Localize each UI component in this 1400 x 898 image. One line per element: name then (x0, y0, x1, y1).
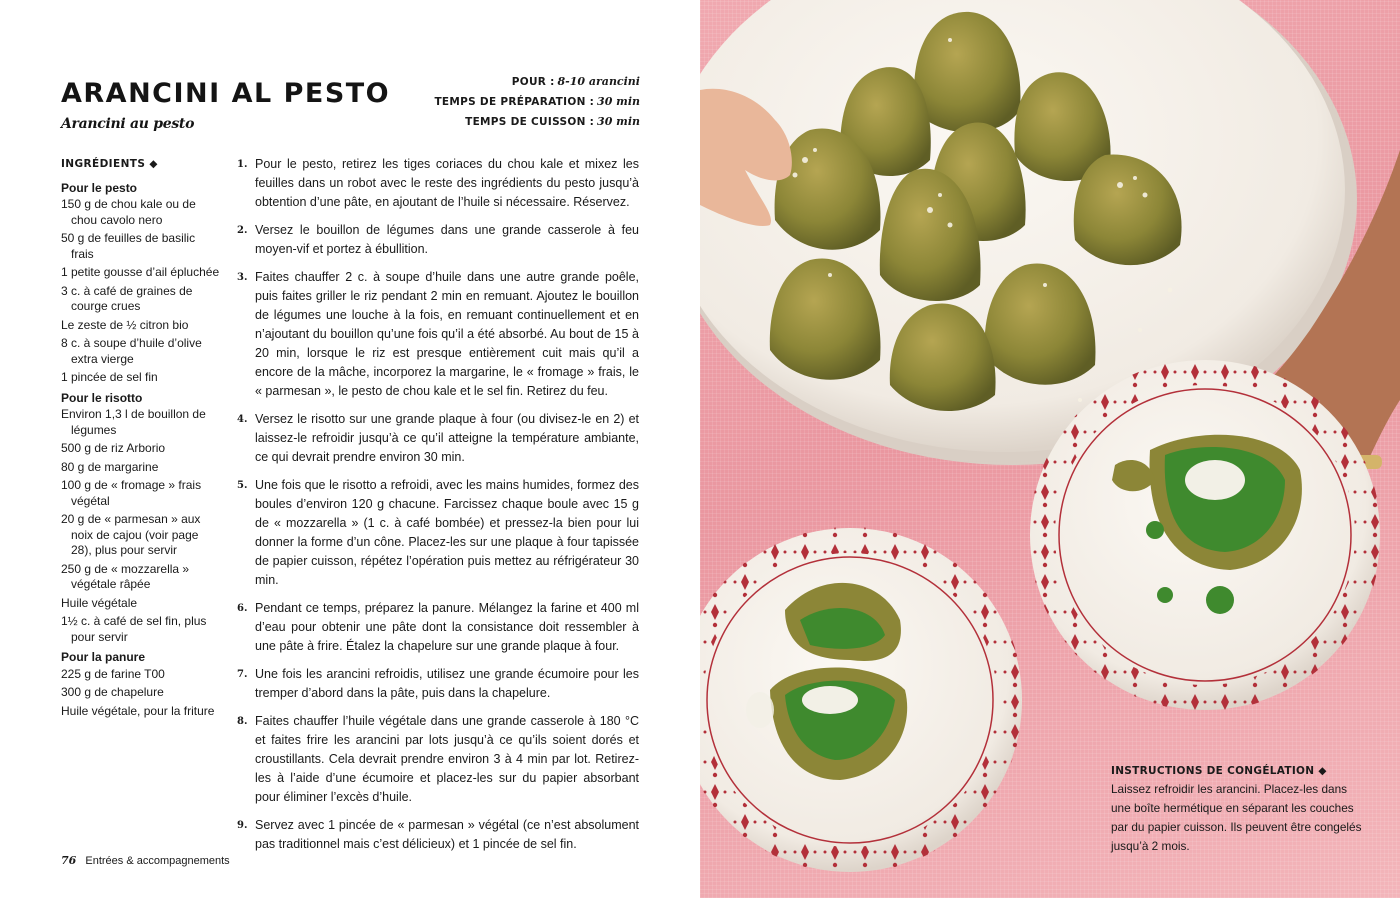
arancini-photo (700, 0, 1400, 898)
ingredient-item: 150 g de chou kale ou de chou cavolo nero (61, 197, 196, 227)
method-step (237, 712, 639, 807)
recipe-meta (380, 72, 640, 132)
page-number: 76 (61, 854, 77, 867)
meta-label: POUR : (511, 76, 555, 88)
ingredient-item: 500 g de riz Arborio (61, 441, 166, 455)
step-text: Faites chauffer 2 c. à soupe d’huile dans une autre grande poêle, puis faites griller le riz pendant 2 min en remuant. Ajoutez le bouillon de légumes une louche à la fois, en remuant continuellement et en n’ajoutant du bouillon qu’une fois qu’il a été absorbé. Au bout de 15 à 20 min, lorsque le riz est presque entièrement cuit mais qu’il a encore de la mâche, incorporez la margarine, le « fromage » frais, le « parmesan », le pesto de chou kale et le sel fin. Retirez du feu. (255, 270, 639, 398)
ingredient-item: Le zeste de ½ citron bio (61, 317, 189, 332)
cook-time (380, 112, 640, 132)
servings (380, 72, 640, 92)
ingredients-list (61, 157, 221, 722)
photo-page (700, 0, 1400, 898)
freezing-heading: INSTRUCTIONS DE CONGÉLATION ◆ (1111, 765, 1327, 777)
step-text: Faites chauffer l’huile végétale dans une grande casserole à 180 °C et faites frire les arancini par lots jusqu’à ce qu’ils soient dorés et croustillants. Cela devrait prendre environ 3 à 4 min par lot. Retirez-les à l’aide d’une écumoire et placez-les sur du papier absorbant pour éliminer l’excès d’huile. (255, 714, 639, 804)
ingredient-item: 80 g de margarine (61, 459, 159, 474)
ingredient-item: 8 c. à soupe d’huile d’olive extra vierge (61, 336, 202, 366)
step-text: Une fois les arancini refroidis, utilisez une grande écumoire pour les tremper d’abord dans la pâte, puis dans la chapelure. (255, 667, 639, 700)
ingredient-item: Huile végétale, pour la friture (61, 703, 215, 718)
step-number: 2. (237, 225, 248, 236)
meta-value: 30 min (597, 95, 640, 108)
ingredient-section-title: Pour la panure (61, 650, 146, 664)
method-step (237, 221, 639, 259)
ingredient-item: Environ 1,3 l de bouillon de légumes (61, 407, 206, 437)
meta-label: TEMPS DE CUISSON : (465, 116, 595, 128)
freezing-instructions (1111, 765, 1367, 856)
step-text: Versez le bouillon de légumes dans une grande casserole à feu moyen-vif et portez à ébullition. (255, 223, 639, 256)
step-number: 6. (237, 603, 248, 614)
step-text: Pour le pesto, retirez les tiges coriaces du chou kale et mixez les feuilles dans un robot avec le reste des ingrédients du pesto jusqu’à obtention d’une pâte, en ajoutant de l’huile si nécessaire. Réservez. (255, 157, 639, 209)
ingredient-section-title: Pour le pesto (61, 180, 138, 195)
step-number: 4. (237, 414, 248, 425)
method-steps (237, 155, 639, 863)
ingredient-item: 1½ c. à café de sel fin, plus pour servir (61, 614, 207, 644)
meta-label: TEMPS DE PRÉPARATION : (434, 96, 595, 108)
ingredient-item: 250 g de « mozzarella » végétale râpée (61, 561, 190, 591)
page-footer (61, 854, 230, 867)
meta-value: 8-10 arancini (557, 75, 640, 88)
method-step (237, 410, 639, 467)
ingredient-item: 1 petite gousse d’ail épluchée (61, 265, 220, 279)
step-text: Pendant ce temps, préparez la panure. Mélangez la farine et 400 ml d’eau pour obtenir une pâte dont la consistance doit ressembler à une pâte à frire. Étalez la chapelure sur une grande plaque à four. (255, 601, 639, 653)
step-number: 3. (237, 272, 248, 283)
ingredient-section-title: Pour le risotto (61, 390, 143, 405)
ingredient-item: 3 c. à café de graines de courge crues (61, 283, 193, 313)
method-step (237, 665, 639, 703)
recipe-subtitle: Arancini au pesto (61, 116, 195, 132)
step-text: Servez avec 1 pincée de « parmesan » végétal (ce n’est absolument pas traditionnel mais c’est délicieux) et 1 pincée de sel fin. (255, 818, 639, 851)
section-name: Entrées & accompagnements (85, 855, 230, 867)
ingredient-item: 300 g de chapelure (61, 685, 164, 699)
method-step (237, 268, 639, 401)
meta-value: 30 min (597, 115, 640, 128)
step-number: 1. (237, 159, 248, 170)
method-step (237, 155, 639, 212)
step-number: 9. (237, 820, 248, 831)
method-step (237, 599, 639, 656)
step-text: Versez le risotto sur une grande plaque à four (ou divisez-le en 2) et laissez-le refroidir jusqu’à ce qu’il atteigne la température ambiante, ce qui devrait prendre environ 30 min. (255, 412, 639, 464)
step-text: Une fois que le risotto a refroidi, avec les mains humides, formez des boules d’environ 120 g chacune. Farcissez chaque boule avec 15 g de « mozzarella » (1 c. à café bombée) et pressez-la bien pour lui donner la forme d’un cône. Placez-les sur une plaque à four tapissée de papier cuisson, répétez l’opération puis mettez au réfrigérateur 30 min. (255, 478, 639, 587)
ingredients-heading: INGRÉDIENTS ◆ (61, 158, 158, 170)
method-step (237, 476, 639, 590)
ingredient-item: 100 g de « fromage » frais végétal (61, 478, 202, 508)
ingredient-item: 225 g de farine T00 (61, 666, 165, 681)
ingredient-item: 20 g de « parmesan » aux noix de cajou (voir page 28), plus pour servir (61, 512, 201, 557)
method-step (237, 816, 639, 854)
prep-time (380, 92, 640, 112)
step-number: 5. (237, 480, 248, 491)
step-number: 8. (237, 716, 248, 727)
step-number: 7. (237, 669, 248, 680)
ingredient-item: Huile végétale (61, 595, 138, 610)
freezing-text: Laissez refroidir les arancini. Placez-les dans une boîte hermétique en séparant les couches par du papier cuisson. Ils peuvent être congelés jusqu’à 2 mois. (1111, 782, 1362, 853)
ingredient-item: 50 g de feuilles de basilic frais (61, 231, 196, 261)
recipe-title: ARANCINI AL PESTO (61, 78, 391, 109)
ingredient-item: 1 pincée de sel fin (61, 370, 158, 384)
ingredient-sections (61, 181, 221, 720)
